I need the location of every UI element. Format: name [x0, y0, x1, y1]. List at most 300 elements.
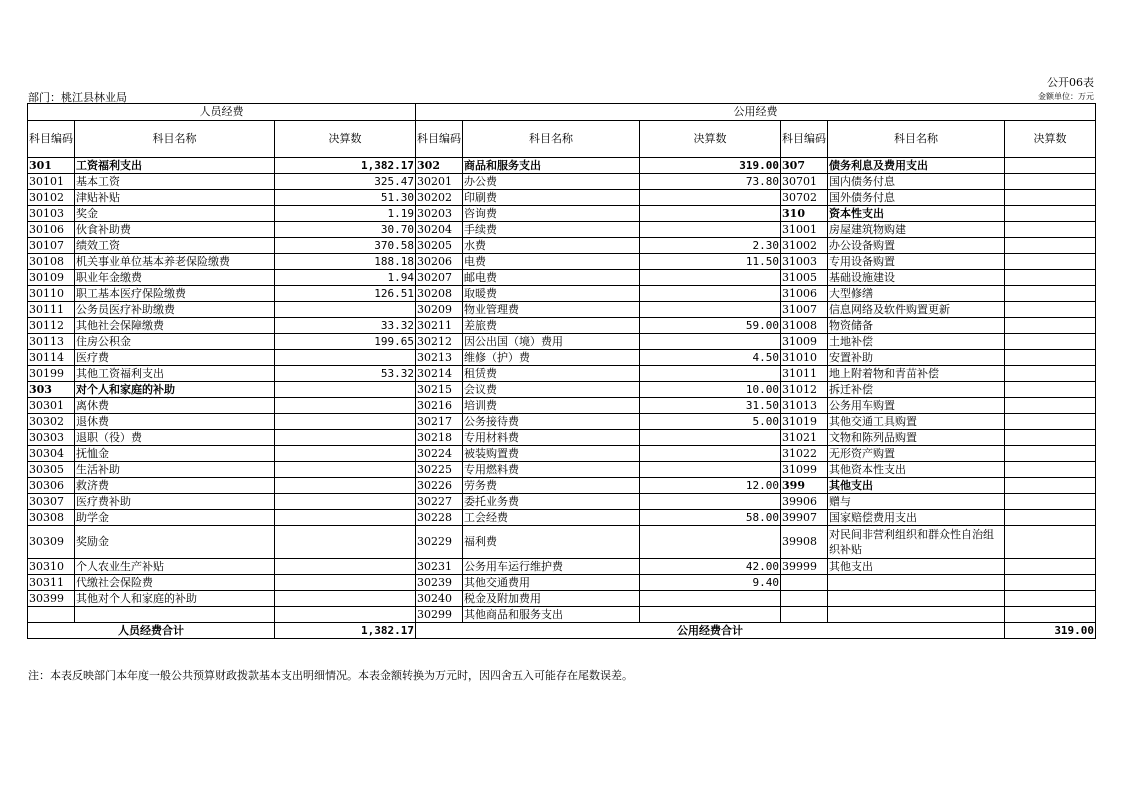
- amount-cell: [640, 591, 781, 607]
- table-row: [28, 382, 1096, 398]
- amount-cell: [1005, 430, 1096, 446]
- amount-cell: [1005, 238, 1096, 254]
- amount-cell: [1005, 382, 1096, 398]
- code-cell: 31007: [781, 302, 828, 318]
- amount-cell: [640, 446, 781, 462]
- amount-cell: [1005, 414, 1096, 430]
- code-cell: 31001: [781, 222, 828, 238]
- amount-cell: [275, 591, 416, 607]
- code-cell: 30113: [28, 334, 75, 350]
- code-cell: [781, 591, 828, 607]
- code-cell: 30107: [28, 238, 75, 254]
- code-cell: [28, 607, 75, 623]
- group-personnel-header: 人员经费: [28, 104, 416, 121]
- code-cell: 30114: [28, 350, 75, 366]
- code-cell: 30205: [416, 238, 463, 254]
- amount-cell: [1005, 526, 1096, 559]
- name-cell: 赠与: [828, 494, 1005, 510]
- code-cell: 30214: [416, 366, 463, 382]
- code-cell: 31008: [781, 318, 828, 334]
- code-cell: 30239: [416, 575, 463, 591]
- group-public-header: 公用经费: [416, 104, 1096, 121]
- name-cell: 国家赔偿费用支出: [828, 510, 1005, 526]
- amount-cell: 1.94: [275, 270, 416, 286]
- name-cell: 退休费: [75, 414, 275, 430]
- name-cell: 对个人和家庭的补助: [75, 382, 275, 398]
- name-cell: 文物和陈列品购置: [828, 430, 1005, 446]
- code-cell: 30102: [28, 190, 75, 206]
- name-cell: 国外债务付息: [828, 190, 1005, 206]
- name-cell: 土地补偿: [828, 334, 1005, 350]
- amount-cell: [1005, 190, 1096, 206]
- amount-cell: [1005, 334, 1096, 350]
- amount-cell: 188.18: [275, 254, 416, 270]
- amount-cell: [275, 607, 416, 623]
- name-cell: 其他资本性支出: [828, 462, 1005, 478]
- name-cell: 其他支出: [828, 478, 1005, 494]
- table-row: [28, 462, 1096, 478]
- group-header-row: [28, 104, 1096, 121]
- amount-cell: 11.50: [640, 254, 781, 270]
- expenditure-detail-table: [27, 103, 1096, 639]
- table-row: [28, 222, 1096, 238]
- code-cell: 30308: [28, 510, 75, 526]
- name-cell: [828, 575, 1005, 591]
- name-cell: 离休费: [75, 398, 275, 414]
- amount-cell: 53.32: [275, 366, 416, 382]
- col-amount-header: 决算数: [1005, 121, 1096, 158]
- amount-cell: [1005, 302, 1096, 318]
- name-cell: 奖励金: [75, 526, 275, 559]
- total-public-value: 319.00: [1005, 623, 1096, 639]
- name-cell: 被装购置费: [463, 446, 640, 462]
- name-cell: [828, 607, 1005, 623]
- amount-cell: [640, 526, 781, 559]
- table-row: [28, 254, 1096, 270]
- name-cell: 债务利息及费用支出: [828, 158, 1005, 174]
- name-cell: 税金及附加费用: [463, 591, 640, 607]
- amount-cell: [640, 462, 781, 478]
- table-row: [28, 174, 1096, 190]
- code-cell: 30209: [416, 302, 463, 318]
- code-cell: 31021: [781, 430, 828, 446]
- code-cell: 30309: [28, 526, 75, 559]
- amount-cell: 4.50: [640, 350, 781, 366]
- amount-cell: [275, 430, 416, 446]
- name-cell: 房屋建筑物购建: [828, 222, 1005, 238]
- amount-cell: 30.70: [275, 222, 416, 238]
- name-cell: 印刷费: [463, 190, 640, 206]
- amount-cell: 58.00: [640, 510, 781, 526]
- col-code-header: 科目编码: [781, 121, 828, 158]
- amount-cell: [1005, 559, 1096, 575]
- code-cell: 30108: [28, 254, 75, 270]
- code-cell: 30101: [28, 174, 75, 190]
- code-cell: 31010: [781, 350, 828, 366]
- name-cell: 基础设施建设: [828, 270, 1005, 286]
- name-cell: 维修（护）费: [463, 350, 640, 366]
- amount-cell: [1005, 510, 1096, 526]
- amount-cell: [275, 302, 416, 318]
- code-cell: 30299: [416, 607, 463, 623]
- name-cell: 救济费: [75, 478, 275, 494]
- amount-cell: [1005, 350, 1096, 366]
- amount-cell: 10.00: [640, 382, 781, 398]
- amount-cell: [640, 334, 781, 350]
- name-cell: 信息网络及软件购置更新: [828, 302, 1005, 318]
- amount-cell: [1005, 286, 1096, 302]
- amount-cell: [640, 430, 781, 446]
- code-cell: 30231: [416, 559, 463, 575]
- table-row: [28, 430, 1096, 446]
- table-row: [28, 510, 1096, 526]
- amount-cell: 59.00: [640, 318, 781, 334]
- amount-cell: 325.47: [275, 174, 416, 190]
- name-cell: 津贴补贴: [75, 190, 275, 206]
- table-row: [28, 478, 1096, 494]
- amount-cell: [640, 607, 781, 623]
- amount-cell: [640, 222, 781, 238]
- name-cell: 公务接待费: [463, 414, 640, 430]
- code-cell: 30103: [28, 206, 75, 222]
- table-row: [28, 318, 1096, 334]
- name-cell: 水费: [463, 238, 640, 254]
- name-cell: 物业管理费: [463, 302, 640, 318]
- name-cell: 无形资产购置: [828, 446, 1005, 462]
- amount-unit-label: 金额单位：万元: [1038, 92, 1094, 101]
- code-cell: 30307: [28, 494, 75, 510]
- table-row: [28, 559, 1096, 575]
- code-cell: 30303: [28, 430, 75, 446]
- code-cell: 30211: [416, 318, 463, 334]
- col-amount-header: 决算数: [640, 121, 781, 158]
- code-cell: 31099: [781, 462, 828, 478]
- amount-cell: [1005, 222, 1096, 238]
- column-header-row: [28, 121, 1096, 158]
- code-cell: 30305: [28, 462, 75, 478]
- amount-cell: [275, 350, 416, 366]
- name-cell: 办公设备购置: [828, 238, 1005, 254]
- code-cell: 30701: [781, 174, 828, 190]
- code-cell: 30227: [416, 494, 463, 510]
- amount-cell: [1005, 607, 1096, 623]
- amount-cell: [1005, 318, 1096, 334]
- name-cell: 机关事业单位基本养老保险缴费: [75, 254, 275, 270]
- code-cell: 30399: [28, 591, 75, 607]
- code-cell: 31002: [781, 238, 828, 254]
- code-cell: 31013: [781, 398, 828, 414]
- code-cell: 30203: [416, 206, 463, 222]
- amount-cell: [275, 575, 416, 591]
- code-cell: [781, 575, 828, 591]
- amount-cell: [275, 398, 416, 414]
- table-row: [28, 334, 1096, 350]
- amount-cell: [640, 286, 781, 302]
- amount-cell: 73.80: [640, 174, 781, 190]
- name-cell: 公务用车运行维护费: [463, 559, 640, 575]
- name-cell: 电费: [463, 254, 640, 270]
- name-cell: 医疗费补助: [75, 494, 275, 510]
- name-cell: 职工基本医疗保险缴费: [75, 286, 275, 302]
- table-row: [28, 575, 1096, 591]
- amount-cell: 319.00: [640, 158, 781, 174]
- total-row: [28, 623, 1096, 639]
- name-cell: 大型修缮: [828, 286, 1005, 302]
- code-cell: 30228: [416, 510, 463, 526]
- code-cell: [781, 607, 828, 623]
- code-cell: 39907: [781, 510, 828, 526]
- code-cell: 30201: [416, 174, 463, 190]
- amount-cell: [640, 302, 781, 318]
- code-cell: 31009: [781, 334, 828, 350]
- name-cell: 工会经费: [463, 510, 640, 526]
- name-cell: 安置补助: [828, 350, 1005, 366]
- name-cell: 其他交通工具购置: [828, 414, 1005, 430]
- name-cell: 退职（役）费: [75, 430, 275, 446]
- amount-cell: 5.00: [640, 414, 781, 430]
- amount-cell: 370.58: [275, 238, 416, 254]
- amount-cell: [275, 382, 416, 398]
- name-cell: 咨询费: [463, 206, 640, 222]
- code-cell: 30702: [781, 190, 828, 206]
- amount-cell: 31.50: [640, 398, 781, 414]
- name-cell: 培训费: [463, 398, 640, 414]
- footnote: 注：本表反映部门本年度一般公共预算财政拨款基本支出明细情况。本表金额转换为万元时，因四舍五入可能存在尾数误差。: [28, 669, 633, 682]
- code-cell: 30215: [416, 382, 463, 398]
- table-row: [28, 398, 1096, 414]
- amount-cell: [275, 446, 416, 462]
- amount-cell: [275, 526, 416, 559]
- code-cell: 30199: [28, 366, 75, 382]
- code-cell: 302: [416, 158, 463, 174]
- table-row: [28, 591, 1096, 607]
- code-cell: 30112: [28, 318, 75, 334]
- code-cell: 30226: [416, 478, 463, 494]
- amount-cell: [1005, 206, 1096, 222]
- amount-cell: [1005, 591, 1096, 607]
- name-cell: 住房公积金: [75, 334, 275, 350]
- name-cell: 物资储备: [828, 318, 1005, 334]
- code-cell: 30304: [28, 446, 75, 462]
- code-cell: 30212: [416, 334, 463, 350]
- col-code-header: 科目编码: [416, 121, 463, 158]
- name-cell: 工资福利支出: [75, 158, 275, 174]
- name-cell: 抚恤金: [75, 446, 275, 462]
- name-cell: [75, 607, 275, 623]
- code-cell: 30109: [28, 270, 75, 286]
- code-cell: 31012: [781, 382, 828, 398]
- col-name-header: 科目名称: [828, 121, 1005, 158]
- table-row: [28, 286, 1096, 302]
- code-cell: 30206: [416, 254, 463, 270]
- table-row: [28, 607, 1096, 623]
- name-cell: 会议费: [463, 382, 640, 398]
- amount-cell: [640, 190, 781, 206]
- col-code-header: 科目编码: [28, 121, 75, 158]
- total-personnel-value: 1,382.17: [275, 623, 416, 639]
- code-cell: 307: [781, 158, 828, 174]
- name-cell: 公务用车购置: [828, 398, 1005, 414]
- name-cell: 其他对个人和家庭的补助: [75, 591, 275, 607]
- name-cell: 租赁费: [463, 366, 640, 382]
- table-row: [28, 158, 1096, 174]
- name-cell: 奖金: [75, 206, 275, 222]
- col-name-header: 科目名称: [75, 121, 275, 158]
- amount-cell: [1005, 462, 1096, 478]
- name-cell: 其他社会保障缴费: [75, 318, 275, 334]
- amount-cell: 199.65: [275, 334, 416, 350]
- amount-cell: 1,382.17: [275, 158, 416, 174]
- table-row: [28, 446, 1096, 462]
- code-cell: 30240: [416, 591, 463, 607]
- name-cell: 生活补助: [75, 462, 275, 478]
- name-cell: 取暖费: [463, 286, 640, 302]
- amount-cell: [1005, 254, 1096, 270]
- table-row: [28, 270, 1096, 286]
- amount-cell: [275, 478, 416, 494]
- code-cell: 310: [781, 206, 828, 222]
- amount-cell: [1005, 398, 1096, 414]
- amount-cell: [1005, 446, 1096, 462]
- amount-cell: [1005, 174, 1096, 190]
- name-cell: 手续费: [463, 222, 640, 238]
- code-cell: 399: [781, 478, 828, 494]
- form-code: 公开06表: [1047, 76, 1094, 89]
- amount-cell: [275, 559, 416, 575]
- amount-cell: [275, 494, 416, 510]
- code-cell: 31003: [781, 254, 828, 270]
- amount-cell: [275, 510, 416, 526]
- name-cell: 其他工资福利支出: [75, 366, 275, 382]
- name-cell: 基本工资: [75, 174, 275, 190]
- total-public-label: 公用经费合计: [416, 623, 1005, 639]
- code-cell: 30202: [416, 190, 463, 206]
- name-cell: 劳务费: [463, 478, 640, 494]
- name-cell: 职业年金缴费: [75, 270, 275, 286]
- amount-cell: [640, 366, 781, 382]
- code-cell: 30217: [416, 414, 463, 430]
- name-cell: 国内债务付息: [828, 174, 1005, 190]
- code-cell: 30106: [28, 222, 75, 238]
- code-cell: 31011: [781, 366, 828, 382]
- department-label: 部门：桃江县林业局: [28, 91, 127, 104]
- amount-cell: [1005, 494, 1096, 510]
- table-row: [28, 494, 1096, 510]
- name-cell: 医疗费: [75, 350, 275, 366]
- code-cell: 30111: [28, 302, 75, 318]
- amount-cell: 9.40: [640, 575, 781, 591]
- table-row: [28, 190, 1096, 206]
- name-cell: 差旅费: [463, 318, 640, 334]
- code-cell: 31019: [781, 414, 828, 430]
- amount-cell: [640, 206, 781, 222]
- code-cell: 30224: [416, 446, 463, 462]
- name-cell: 对民间非营利组织和群众性自治组织补贴: [828, 526, 1005, 559]
- name-cell: 其他支出: [828, 559, 1005, 575]
- code-cell: 30207: [416, 270, 463, 286]
- code-cell: 30218: [416, 430, 463, 446]
- name-cell: 邮电费: [463, 270, 640, 286]
- amount-cell: 126.51: [275, 286, 416, 302]
- code-cell: 30301: [28, 398, 75, 414]
- amount-cell: [1005, 270, 1096, 286]
- code-cell: 30208: [416, 286, 463, 302]
- name-cell: 专用材料费: [463, 430, 640, 446]
- code-cell: 39999: [781, 559, 828, 575]
- amount-cell: [1005, 575, 1096, 591]
- name-cell: 公务员医疗补助缴费: [75, 302, 275, 318]
- name-cell: 专用燃料费: [463, 462, 640, 478]
- name-cell: [828, 591, 1005, 607]
- name-cell: 福利费: [463, 526, 640, 559]
- code-cell: 30229: [416, 526, 463, 559]
- amount-cell: 2.30: [640, 238, 781, 254]
- name-cell: 委托业务费: [463, 494, 640, 510]
- amount-cell: 42.00: [640, 559, 781, 575]
- code-cell: 31022: [781, 446, 828, 462]
- table-row: [28, 350, 1096, 366]
- amount-cell: [640, 270, 781, 286]
- total-personnel-label: 人员经费合计: [28, 623, 275, 639]
- name-cell: 地上附着物和青苗补偿: [828, 366, 1005, 382]
- name-cell: 资本性支出: [828, 206, 1005, 222]
- table-row: [28, 526, 1096, 559]
- code-cell: 301: [28, 158, 75, 174]
- amount-cell: 33.32: [275, 318, 416, 334]
- code-cell: 39908: [781, 526, 828, 559]
- amount-cell: 12.00: [640, 478, 781, 494]
- amount-cell: [1005, 478, 1096, 494]
- code-cell: 30302: [28, 414, 75, 430]
- name-cell: 其他商品和服务支出: [463, 607, 640, 623]
- name-cell: 办公费: [463, 174, 640, 190]
- table-row: [28, 206, 1096, 222]
- name-cell: 个人农业生产补贴: [75, 559, 275, 575]
- code-cell: 31005: [781, 270, 828, 286]
- code-cell: 39906: [781, 494, 828, 510]
- amount-cell: [1005, 366, 1096, 382]
- code-cell: 30310: [28, 559, 75, 575]
- code-cell: 30225: [416, 462, 463, 478]
- code-cell: 30306: [28, 478, 75, 494]
- amount-cell: 51.30: [275, 190, 416, 206]
- col-name-header: 科目名称: [463, 121, 640, 158]
- amount-cell: 1.19: [275, 206, 416, 222]
- code-cell: 30110: [28, 286, 75, 302]
- code-cell: 31006: [781, 286, 828, 302]
- name-cell: 助学金: [75, 510, 275, 526]
- name-cell: 商品和服务支出: [463, 158, 640, 174]
- code-cell: 303: [28, 382, 75, 398]
- amount-cell: [275, 414, 416, 430]
- name-cell: 因公出国（境）费用: [463, 334, 640, 350]
- name-cell: 其他交通费用: [463, 575, 640, 591]
- table-row: [28, 414, 1096, 430]
- col-amount-header: 决算数: [275, 121, 416, 158]
- amount-cell: [640, 494, 781, 510]
- name-cell: 伙食补助费: [75, 222, 275, 238]
- amount-cell: [1005, 158, 1096, 174]
- code-cell: 30204: [416, 222, 463, 238]
- name-cell: 专用设备购置: [828, 254, 1005, 270]
- code-cell: 30213: [416, 350, 463, 366]
- name-cell: 绩效工资: [75, 238, 275, 254]
- table-row: [28, 238, 1096, 254]
- name-cell: 代缴社会保险费: [75, 575, 275, 591]
- code-cell: 30216: [416, 398, 463, 414]
- code-cell: 30311: [28, 575, 75, 591]
- name-cell: 拆迁补偿: [828, 382, 1005, 398]
